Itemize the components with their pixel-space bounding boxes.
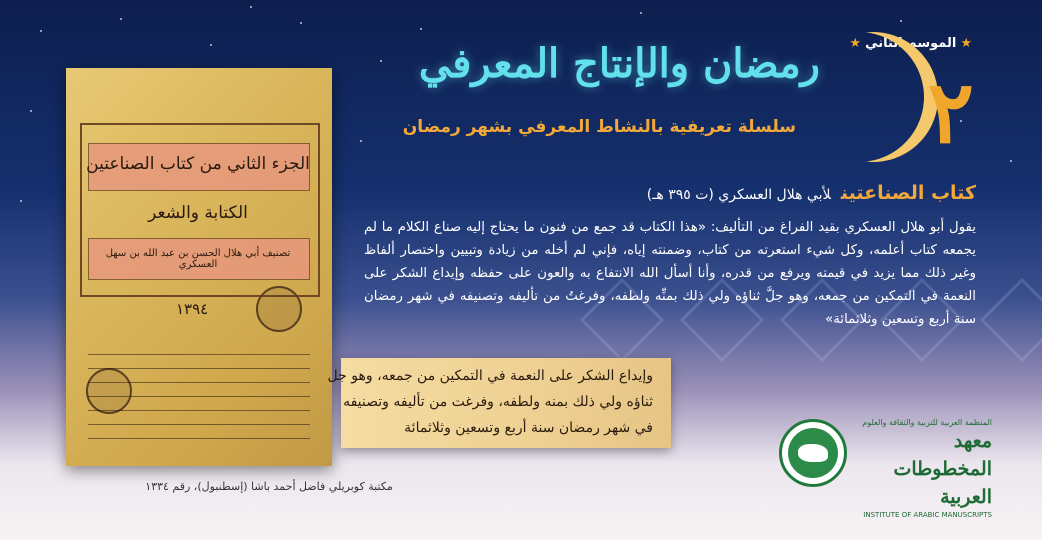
seal-stamp-icon <box>86 368 132 414</box>
manuscript-title-line: الجزء الثاني من كتاب الصناعتين <box>86 154 310 174</box>
institute-english-name: INSTITUTE OF ARABIC MANUSCRIPTS <box>863 511 992 519</box>
series-subtitle: سلسلة تعريفية بالنشاط المعرفي بشهر رمضان <box>402 117 796 137</box>
season-text: الموسم الثاني <box>865 36 957 51</box>
book-quote: يقول أبو هلال العسكري بقيد الفراغ من التأليف: «هذا الكتاب قد جمع من فنون ما يحتاج إليه صناع الكلام ما لم يجمعه كتاب أعلمه، وكل شيء استعرته من كتاب، وضمنته إياه، فإني لم أخله من زيادة وتبيين واختصار ألفاظ وغير ذلك مما يزيد في قيمته ويرفع من قدره، وأنا أسأل الله الانتفاع به والعون على حفظه وإيداع الشكر على النعمة في التمكين من جمعه، وهو جلَّ ثناؤه ولي ذلك بمنِّه ولطفه، وفرغتُ من تأليفه وتصنيفه في شهر رمضان سنة أربع وتسعين وثلاثمائة» <box>364 220 976 327</box>
excerpt-line: في شهر رمضان سنة أربع وتسعين وثلاثمائة <box>404 420 653 436</box>
manuscript-image <box>66 68 332 466</box>
excerpt-line: وإيداع الشكر على النعمة في التمكين من جمعه، وهو جل <box>327 368 653 384</box>
star-icon: ★ <box>960 36 972 51</box>
manuscript-excerpt <box>327 358 671 448</box>
institute-arabic-name: معهد المخطوطات العربية <box>893 430 992 508</box>
institute-logo-icon <box>779 419 847 487</box>
book-author: لأبي هلال العسكري (ت ٣٩٥ هـ) <box>646 187 831 203</box>
book-heading <box>647 182 976 204</box>
image-caption: مكتبة كوبريلي فاضل أحمد باشا (إسطنبول)، رقم ١٣٣٤ <box>145 480 393 493</box>
manuscript-title-line: تصنيف أبي هلال الحسن بن عبد الله بن سهل العسكري <box>105 248 291 270</box>
seal-stamp-icon <box>256 286 302 332</box>
manuscript-number: ١٣٩٤ <box>176 300 209 318</box>
org-name: المنظمة العربية للتربية والثقافة والعلوم <box>862 418 992 427</box>
book-title: كتاب الصناعتين <box>840 182 976 204</box>
excerpt-line: ثناؤه ولي ذلك بمنه ولطفه، وفرغت من تأليفه وتصنيفه <box>343 394 653 410</box>
series-title: رمضان والإنتاج المعرفي <box>418 40 820 87</box>
institute-name <box>850 418 992 519</box>
episode-number: ٢ <box>927 62 974 163</box>
manuscript-title-line: الكتابة والشعر <box>148 203 248 223</box>
star-icon: ★ <box>849 36 862 51</box>
